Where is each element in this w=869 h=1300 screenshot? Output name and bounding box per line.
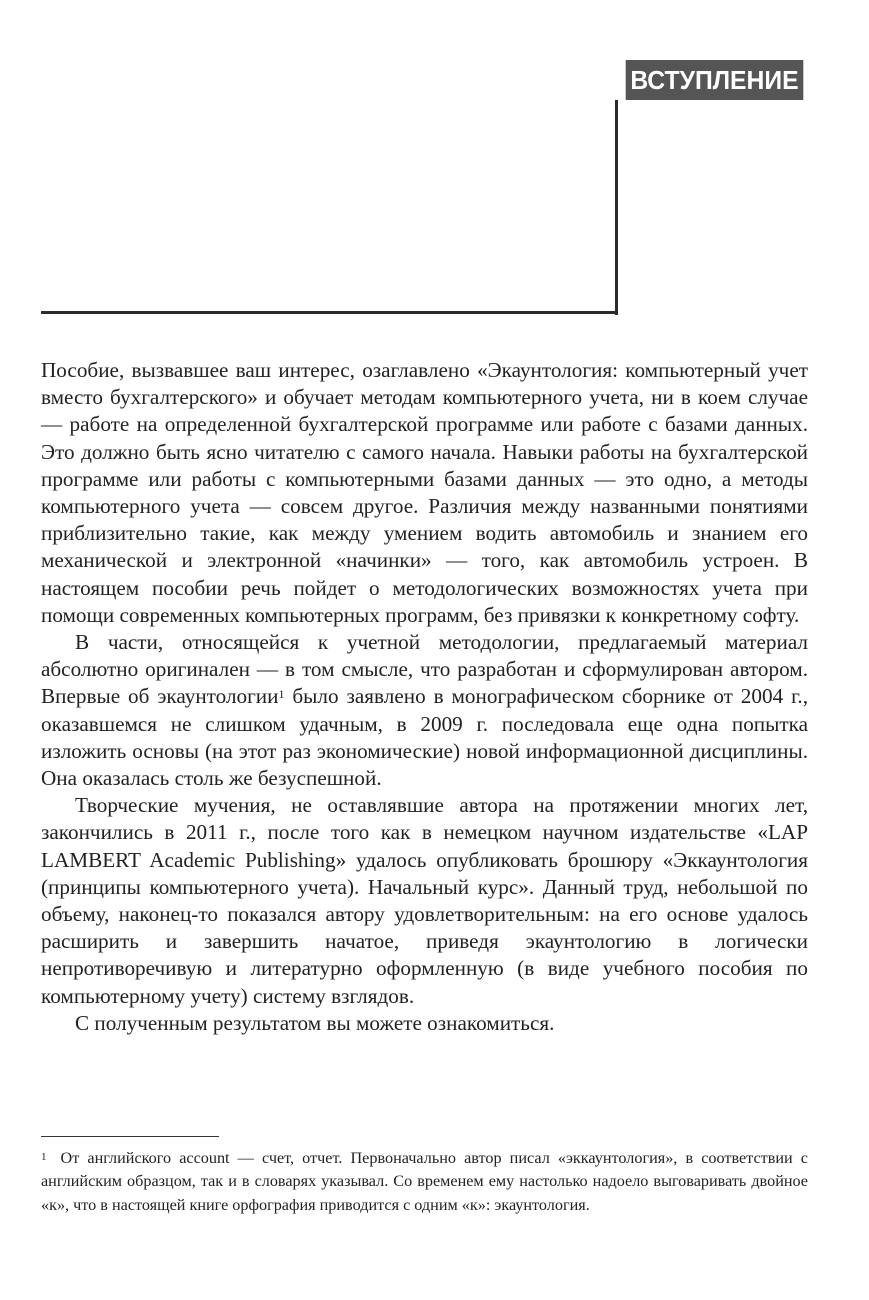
footnote-text: От английского account — счет, отчет. Первоначально автор писал «эккаунтология», в соответствии с английским образцом, так и в словарях указывал. Со временем ему настолько надоело выговаривать двойное «к», что в настоящей книге орфография приводится с одним «к»: экаунтология.	[41, 1149, 808, 1214]
title-frame-horizontal-line	[41, 311, 618, 314]
chapter-title: ВСТУПЛЕНИЕ	[626, 60, 804, 100]
paragraph-4: С полученным результатом вы можете ознакомиться.	[75, 1010, 555, 1035]
paragraph-2-text-end: было заявлено в монографическом сборнике от 2004 г., оказавшемся не слишком удачным, в 2009 г. последовала еще одна попытка изложить основы (на этот раз экономические) новой информационной дисциплины. Она оказалась столь же безуспешной.	[41, 684, 809, 791]
paragraph-2-text-start: В части, относящейся к учетной методологии, предлагаемый материал абсолютно оригинален — в том смысле, что разработан и сформулирован автором. Впервые об экаунтологии	[41, 630, 808, 709]
body-text	[41, 357, 808, 1037]
footnote	[41, 1147, 808, 1217]
paragraph-1: Пособие, вызвавшее ваш интерес, озаглавлено «Экаунтология: компьютерный учет вместо бухгалтерского» и обучает методам компьютерного учета, ни в коем случае — работе на определенной бухгалтерской программе или работе с базами данных. Это должно быть ясно читателю с самого начала. Навыки работы на бухгалтерской программе или работы с компьютерными базами данных — это одно, а методы компьютерного учета — совсем другое. Различия между названными понятиями приблизительно такие, как между умением водить автомобиль и знанием его механической и электронной «начинки» — того, как автомобиль устроен. В настоящем пособии речь пойдет о методологических возможностях учета при помощи современных компьютерных программ, без привязки к конкретному софту.	[41, 358, 808, 627]
paragraph-2	[41, 629, 808, 792]
footnote-mark: 1	[41, 1151, 47, 1163]
paragraph-3: Творческие мучения, не оставлявшие автора на протяжении многих лет, закончились в 2011 г., после того как в немецком научном издательстве «LAP LAMBERT Academic Publishing» удалось опубликовать брошюру «Эккаунтология (принципы компьютерного учета). Начальный курс». Данный труд, небольшой по объему, наконец-то показался автору удовлетворительным: на его основе удалось расширить и завершить начатое, приведя экаунтологию в логически непротиворечивую и литературно оформленную (в виде учебного пособия по компьютерному учету) систему взглядов.	[41, 793, 808, 1008]
title-frame-vertical-line	[615, 100, 618, 315]
footnote-reference[interactable]: 1	[278, 687, 285, 702]
footnote-separator	[41, 1136, 219, 1137]
